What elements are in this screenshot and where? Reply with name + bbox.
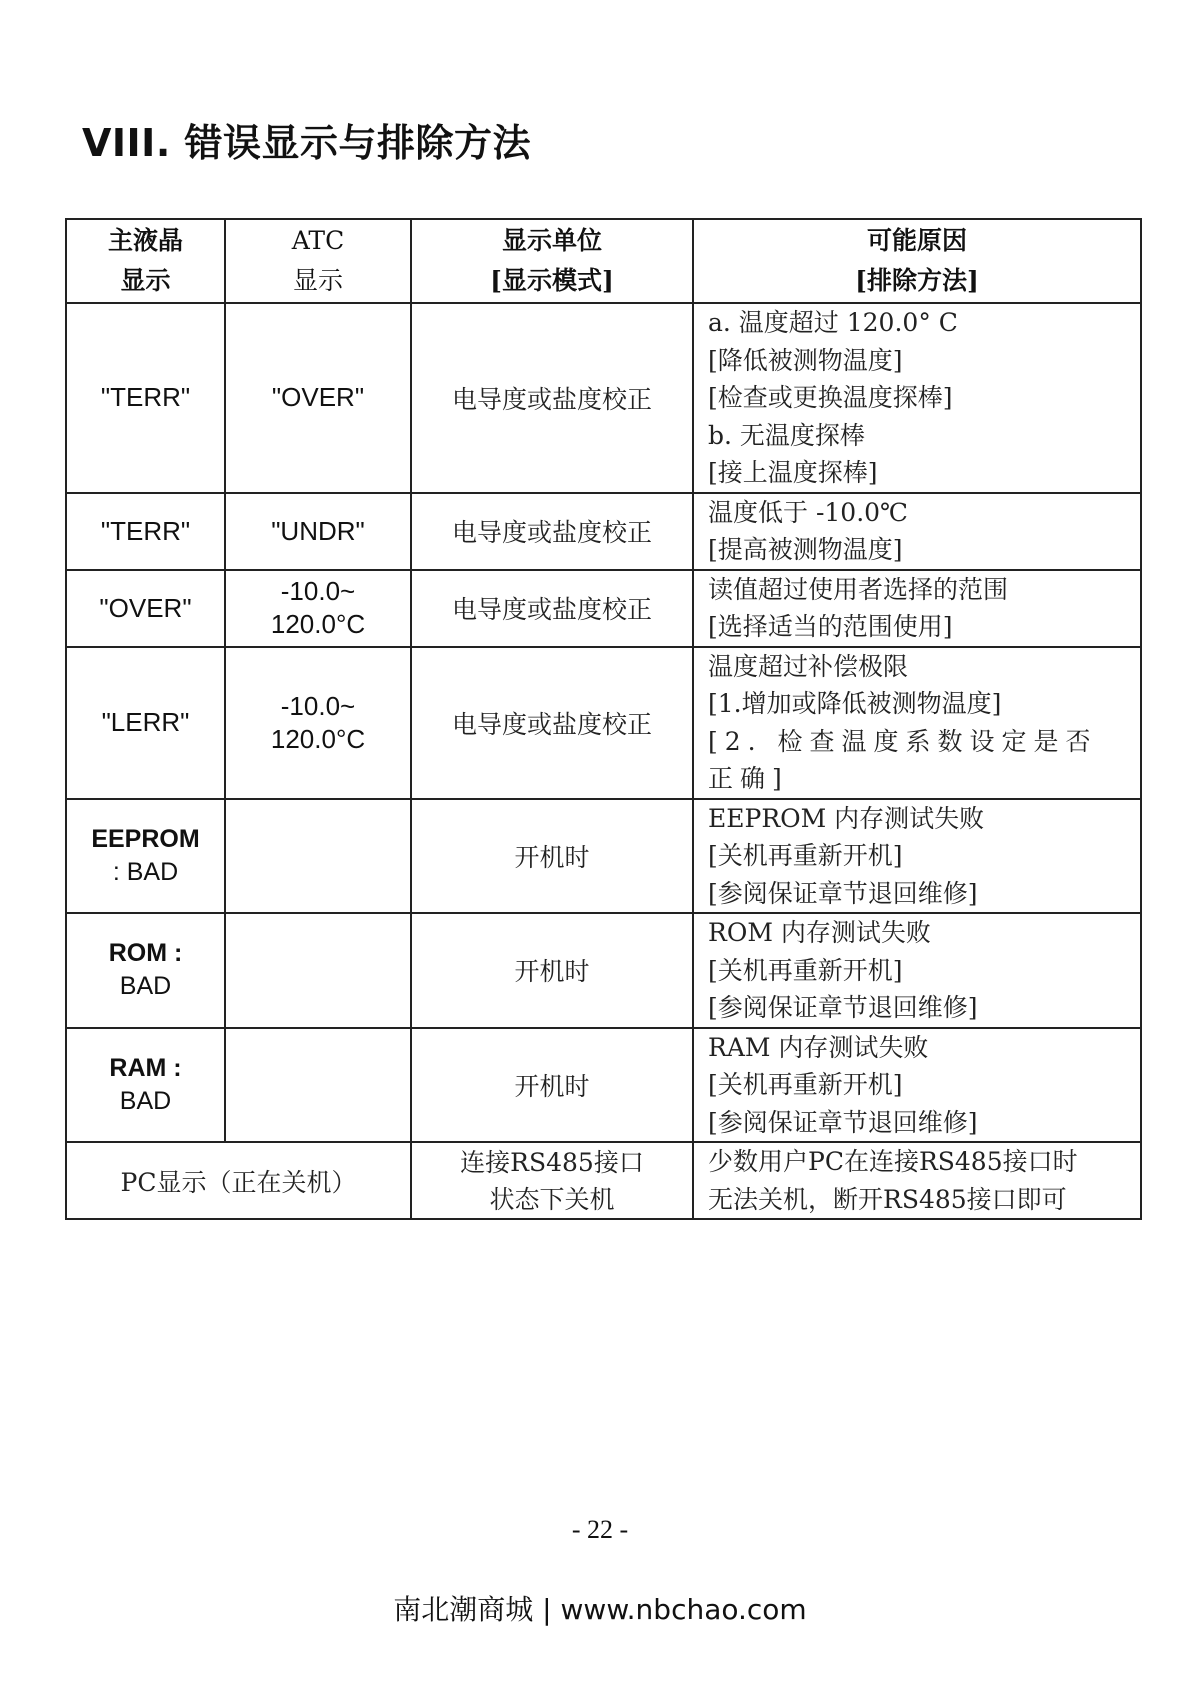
main-display-cell: "LERR"	[66, 647, 225, 799]
atc-display-cell: -10.0~ 120.0°C	[225, 570, 411, 647]
cause-cell: 读值超过使用者选择的范围 [选择适当的范围使用]	[693, 570, 1141, 647]
table-header-row	[66, 219, 1141, 303]
table-row	[66, 799, 1141, 914]
display-mode-cell: 电导度或盐度校正	[411, 570, 693, 647]
header-possible-cause: 可能原因 [排除方法]	[693, 219, 1141, 303]
main-display-cell: PC显示（正在关机）	[66, 1142, 411, 1219]
atc-display-cell: -10.0~ 120.0°C	[225, 647, 411, 799]
atc-display-cell	[225, 913, 411, 1028]
table-row	[66, 647, 1141, 799]
display-mode-cell: 电导度或盐度校正	[411, 647, 693, 799]
header-main-display: 主液晶 显示	[66, 219, 225, 303]
page-title: VIII. 错误显示与排除方法	[82, 121, 531, 165]
cause-cell: 少数用户PC在连接RS485接口时 无法关机，断开RS485接口即可	[693, 1142, 1141, 1219]
main-display-cell: ROM : BAD	[66, 913, 225, 1028]
display-mode-cell: 开机时	[411, 1028, 693, 1143]
cause-cell: ROM 内存测试失败 [关机再重新开机] [参阅保证章节退回维修]	[693, 913, 1141, 1028]
page-number: - 22 -	[571, 1515, 629, 1544]
cause-cell: 温度超过补偿极限 [1.增加或降低被测物温度] [2. 检查温度系数设定是否正确]	[693, 647, 1141, 799]
table-row	[66, 1142, 1141, 1219]
main-display-cell: EEPROM : BAD	[66, 799, 225, 914]
atc-display-cell: "UNDR"	[225, 493, 411, 570]
display-mode-cell: 开机时	[411, 799, 693, 914]
display-mode-cell: 电导度或盐度校正	[411, 303, 693, 493]
cause-cell: a. 温度超过 120.0° C [降低被测物温度] [检查或更换温度探棒] b. 无温度探棒 [接上温度探棒]	[693, 303, 1141, 493]
atc-display-cell	[225, 799, 411, 914]
main-display-cell: "OVER"	[66, 570, 225, 647]
header-display-unit: 显示单位 [显示模式]	[411, 219, 693, 303]
display-mode-cell: 开机时	[411, 913, 693, 1028]
table-row	[66, 570, 1141, 647]
atc-display-cell: "OVER"	[225, 303, 411, 493]
display-mode-cell: 电导度或盐度校正	[411, 493, 693, 570]
atc-display-cell	[225, 1028, 411, 1143]
main-display-cell: RAM : BAD	[66, 1028, 225, 1143]
main-display-cell: "TERR"	[66, 493, 225, 570]
table-row	[66, 913, 1141, 1028]
header-atc-display: ATC 显示	[225, 219, 411, 303]
error-table	[65, 218, 1142, 1220]
cause-cell: RAM 内存测试失败 [关机再重新开机] [参阅保证章节退回维修]	[693, 1028, 1141, 1143]
cause-cell: 温度低于 -10.0℃ [提高被测物温度]	[693, 493, 1141, 570]
table-row	[66, 1028, 1141, 1143]
table-row	[66, 303, 1141, 493]
table-row	[66, 493, 1141, 570]
display-mode-cell: 连接RS485接口 状态下关机	[411, 1142, 693, 1219]
footer-watermark: 南北潮商城 | www.nbchao.com	[393, 1593, 807, 1626]
cause-cell: EEPROM 内存测试失败 [关机再重新开机] [参阅保证章节退回维修]	[693, 799, 1141, 914]
main-display-cell: "TERR"	[66, 303, 225, 493]
